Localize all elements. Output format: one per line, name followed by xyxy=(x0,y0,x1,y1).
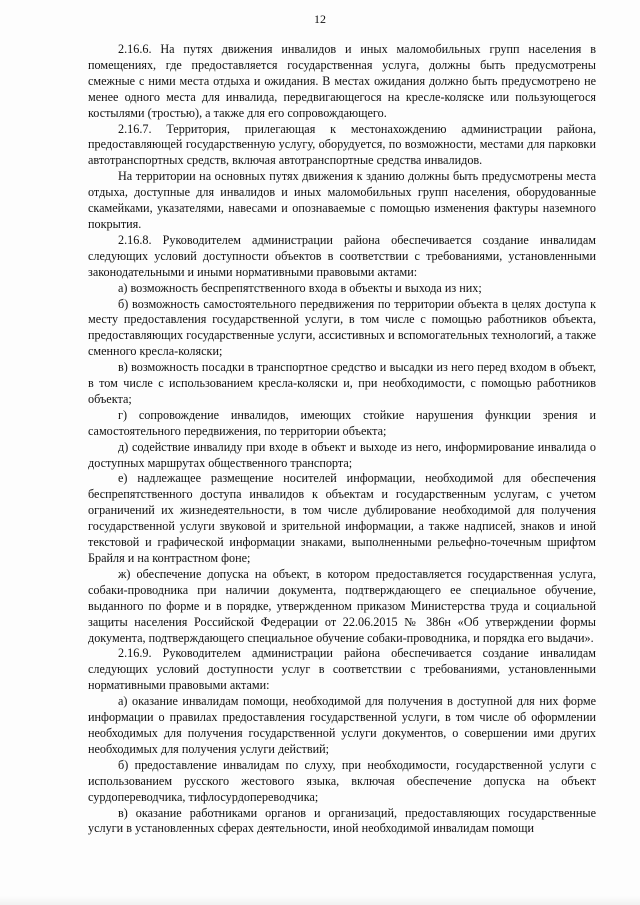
list-item-2-16-8-e: е) надлежащее размещение носителей информации, необходимой для обеспечения беспрепятственного доступа инвалидов к объектам и государственным услугам, с учетом ограничений их жизнедеятельности, в том числе дублирование необходимой для получения государственной услуги звуковой и зрительной информации, а также надписей, знаков и иной текстовой и графической информации знаками, выполненными рельефно-точечным шрифтом Брайля и на контрастном фоне; xyxy=(88,471,596,565)
list-item-2-16-8-d: д) содействие инвалиду при входе в объект и выходе из него, информирование инвалида о доступных маршрутах общественного транспорта; xyxy=(88,439,596,470)
paragraph-territory: На территории на основных путях движения к зданию должны быть предусмотрены места отдыха, доступные для инвалидов и иных маломобильных групп населения, оборудованные скамейками, указателями, навесами и опознаваемые с помощью изменения фактуры наземного покрытия. xyxy=(88,169,596,231)
document-body xyxy=(88,42,596,837)
list-item-2-16-9-b: б) предоставление инвалидам по слуху, при необходимости, государственной услуги с использованием русского жестового языка, включая обеспечение допуска на объект сурдопереводчика, тифлосурдопереводчика; xyxy=(88,757,596,804)
scan-edge xyxy=(0,896,640,905)
list-item-2-16-8-g: г) сопровождение инвалидов, имеющих стойкие нарушения функции зрения и самостоятельного передвижения, по территории объекта; xyxy=(88,407,596,438)
paragraph-2-16-6: 2.16.6. На путях движения инвалидов и иных маломобильных групп населения в помещениях, где предоставляется государственная услуга, должны быть предусмотрены смежные с ними места отдыха и ожидания. В местах ожидания должно быть предусмотрено не менее одного места для инвалида, передвигающегося на кресле-коляске или пользующегося костылями (тростью), а также для его сопровождающего. xyxy=(88,42,596,120)
list-item-2-16-9-v: в) оказание работниками органов и организаций, предоставляющих государственные услуги в установленных сферах деятельности, иной необходимой инвалидам помощи xyxy=(88,805,596,836)
list-item-2-16-8-b: б) возможность самостоятельного передвижения по территории объекта в целях доступа к месту предоставления государственной услуги, в том числе с помощью работников объекта, предоставляющих государственные услуги, ассистивных и вспомогательных технологий, а также сменного кресла-коляски; xyxy=(88,296,596,359)
list-item-2-16-8-v: в) возможность посадки в транспортное средство и высадки из него перед входом в объект, в том числе с использованием кресла-коляски и, при необходимости, с помощью работников объекта; xyxy=(88,360,596,406)
list-item-2-16-8-a: а) возможность беспрепятственного входа в объекты и выхода из них; xyxy=(118,280,482,295)
paragraph-2-16-9: 2.16.9. Руководителем администрации района обеспечивается создание инвалидам следующих условий доступности услуг в соответствии с требованиями, установленными нормативными правовыми актами: xyxy=(88,646,596,693)
page-number: 12 xyxy=(314,12,326,26)
list-item-2-16-8-zh: ж) обеспечение допуска на объект, в котором предоставляется государственная услуга, собаки-проводника при наличии документа, подтверждающего ее специальное обучение, выданного по форме и в порядке, утвержденном приказом Министерства труда и социальной защиты населения Российской Федерации от 22.06.2015 № 386н «Об утверждении формы документа, подтверждающего специальное обучение собаки-проводника, и порядка его выдачи». xyxy=(88,566,596,645)
paragraph-2-16-7: 2.16.7. Территория, прилегающая к местонахождению администрации района, предоставляющей государственную услугу, оборудуется, по возможности, местами для парковки автотранспортных средств, включая автотранспортные средства инвалидов. xyxy=(88,121,596,168)
list-item-2-16-9-a: а) оказание инвалидам помощи, необходимой для получения в доступной для них форме информации о правилах предоставления государственной услуги, в том числе об оформлении необходимых для получения государственной услуги документов, о совершении ими других необходимых для получения услуги действий; xyxy=(88,694,596,756)
paragraph-2-16-8: 2.16.8. Руководителем администрации района обеспечивается создание инвалидам следующих условий доступности объектов в соответствии с требованиями, установленными законодательными и иными нормативными правовыми актами: xyxy=(88,232,596,279)
